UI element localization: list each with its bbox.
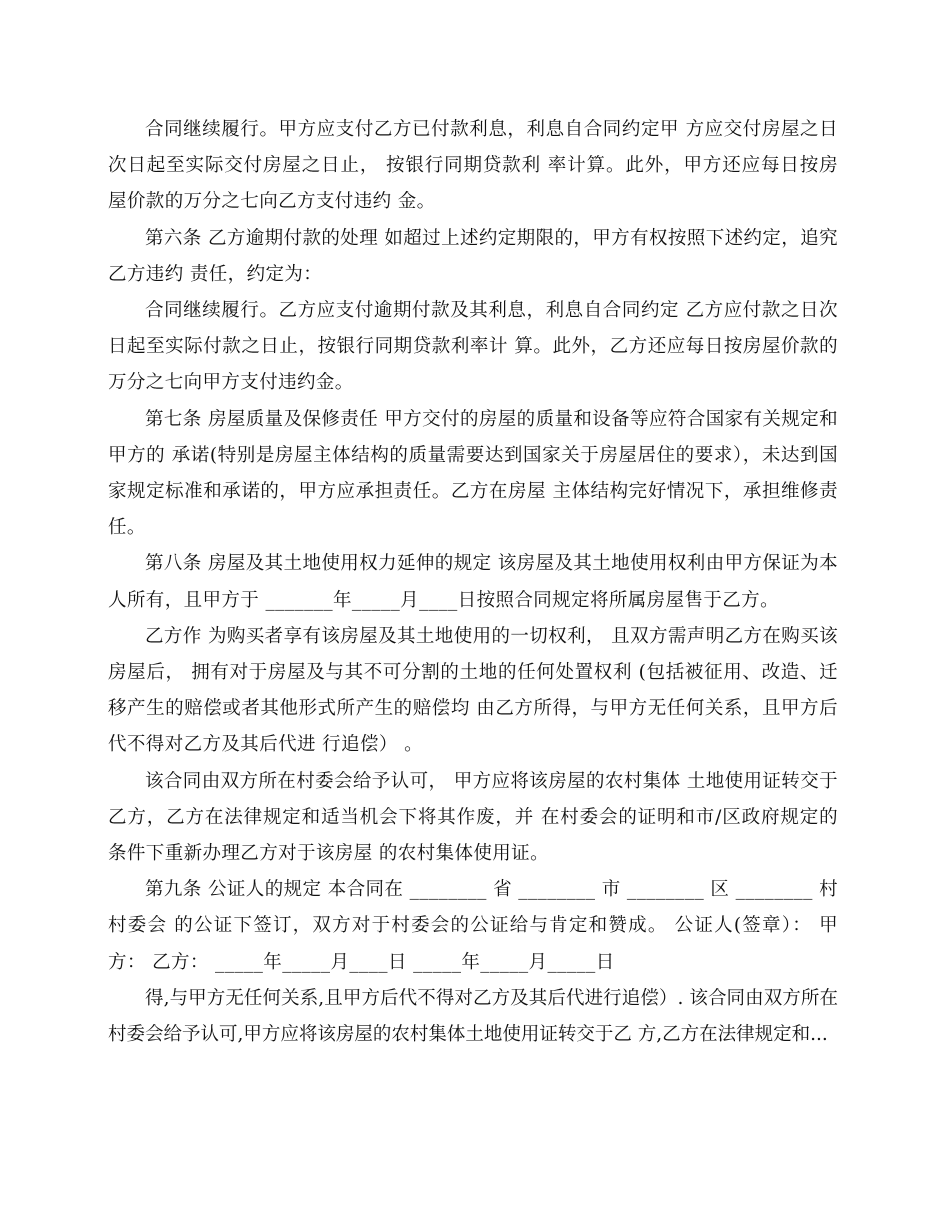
paragraph-delivery-delay: 合同继续履行。甲方应支付乙方已付款利息，利息自合同约定甲 方应交付房屋之日次日起至实际交付房屋之日止， 按银行同期贷款利 率计算。此外，甲方还应每日按房屋价款的万分之七向乙方支付违约 金。: [108, 119, 838, 213]
paragraph-payment-delay: 合同继续履行。乙方应支付逾期付款及其利息，利息自合同约定 乙方应付款之日次日起至实际付款之日止，按银行同期贷款利率计 算。此外，乙方还应每日按房屋价款的万分之七向甲方支付违约金。: [108, 300, 838, 394]
paragraph-excerpt: 得,与甲方无任何关系,且甲方后代不得对乙方及其后代进行追偿）. 该合同由双方所在村委会给予认可,甲方应将该房屋的农村集体土地使用证转交于乙 方,乙方在法律规定和...: [108, 987, 838, 1046]
paragraph-article-9: 第九条 公证人的规定 本合同在 ________ 省 ________ 市 ________ 区 ________ 村村委会 的公证下签订，双方对于村委会的公证给与肯定和赞成。 公证人(签章）： 甲方： 乙方： _____年_____月____日 _____年_____月_____日: [108, 879, 838, 973]
paragraph-village-approval: 该合同由双方所在村委会给予认可， 甲方应将该房屋的农村集体 土地使用证转交于乙方，乙方在法律规定和适当机会下将其作废，并 在村委会的证明和市/区政府规定的条件下重新办理乙方对于该房屋 的农村集体使用证。: [108, 770, 838, 865]
paragraph-article-8: 第八条 房屋及其土地使用权力延伸的规定 该房屋及其土地使用权利由甲方保证为本人所有，且甲方于 _______年_____月____日按照合同规定将所属房屋售于乙方。: [108, 553, 838, 611]
document-page: [108, 112, 838, 1053]
paragraph-article-6: 第六条 乙方逾期付款的处理 如超过上述约定期限的，甲方有权按照下述约定，追究乙方违约 责任，约定为：: [108, 227, 838, 285]
paragraph-article-7: 第七条 房屋质量及保修责任 甲方交付的房屋的质量和设备等应符合国家有关规定和甲方的 承诺(特别是房屋主体结构的质量需要达到国家关于房屋居住的要求），未达到国家规定标准和承诺的，甲方应承担责任。乙方在房屋 主体结构完好情况下，承担维修责任。: [108, 408, 838, 539]
paragraph-buyer-rights: 乙方作 为购买者享有该房屋及其土地使用的一切权利， 且双方需声明乙方在购买该房屋后， 拥有对于房屋及与其不可分割的土地的任何处置权利 (包括被征用、改造、迁移产生的赔偿或者其他形式所产生的赔偿均 由乙方所得，与甲方无任何关系，且甲方后代不得对乙方及其后代进 行追偿） 。: [108, 625, 838, 756]
